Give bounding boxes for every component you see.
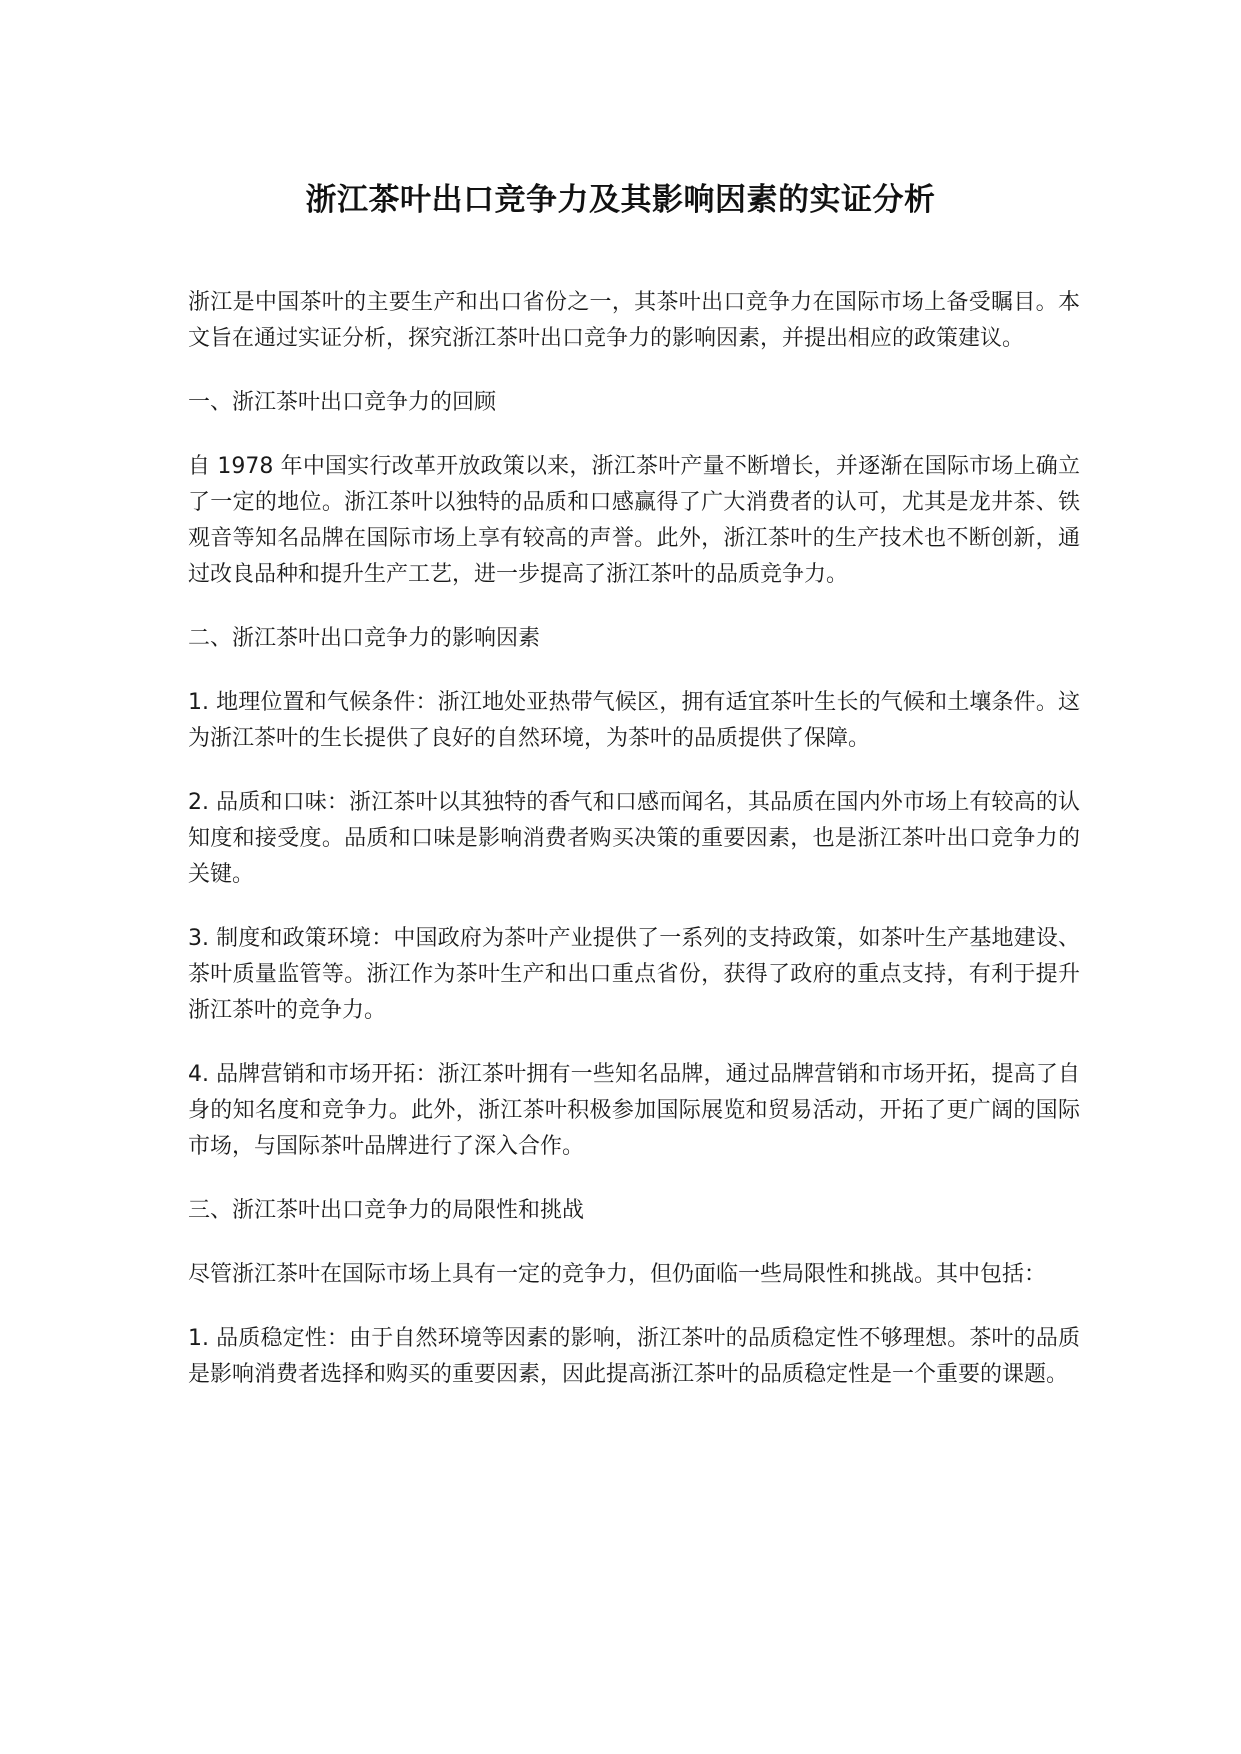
factor-item-1: 1. 地理位置和气候条件：浙江地处亚热带气候区，拥有适宜茶叶生长的气候和土壤条件。这为浙江茶叶的生长提供了良好的自然环境，为茶叶的品质提供了保障。: [188, 690, 1080, 751]
intro-paragraph: 浙江是中国茶叶的主要生产和出口省份之一，其茶叶出口竞争力在国际市场上备受瞩目。本文旨在通过实证分析，探究浙江茶叶出口竞争力的影响因素，并提出相应的政策建议。: [188, 290, 1080, 351]
section-heading-3: 三、浙江茶叶出口竞争力的局限性和挑战: [188, 1198, 585, 1223]
challenge-item-1: 1. 品质稳定性：由于自然环境等因素的影响，浙江茶叶的品质稳定性不够理想。茶叶的品质是影响消费者选择和购买的重要因素，因此提高浙江茶叶的品质稳定性是一个重要的课题。: [188, 1326, 1080, 1387]
section-heading-2: 二、浙江茶叶出口竞争力的影响因素: [188, 626, 541, 651]
section-1-paragraph: 自 1978 年中国实行改革开放政策以来，浙江茶叶产量不断增长，并逐渐在国际市场上确立了一定的地位。浙江茶叶以独特的品质和口感赢得了广大消费者的认可，尤其是龙井茶、铁观音等知名品牌在国际市场上享有较高的声誉。此外，浙江茶叶的生产技术也不断创新，通过改良品种和提升生产工艺，进一步提高了浙江茶叶的品质竞争力。: [188, 454, 1080, 587]
document-body: [188, 285, 1080, 1421]
section-3-paragraph: 尽管浙江茶叶在国际市场上具有一定的竞争力，但仍面临一些局限性和挑战。其中包括：: [188, 1262, 1047, 1287]
document-title: 浙江茶叶出口竞争力及其影响因素的实证分析: [305, 182, 936, 218]
section-heading-1: 一、浙江茶叶出口竞争力的回顾: [188, 390, 497, 415]
factor-item-4: 4. 品牌营销和市场开拓：浙江茶叶拥有一些知名品牌，通过品牌营销和市场开拓，提高了自身的知名度和竞争力。此外，浙江茶叶积极参加国际展览和贸易活动，开拓了更广阔的国际市场，与国际茶叶品牌进行了深入合作。: [188, 1062, 1080, 1159]
factor-item-3: 3. 制度和政策环境：中国政府为茶叶产业提供了一系列的支持政策，如茶叶生产基地建设、茶叶质量监管等。浙江作为茶叶生产和出口重点省份，获得了政府的重点支持，有利于提升浙江茶叶的竞争力。: [188, 926, 1080, 1023]
factor-item-2: 2. 品质和口味：浙江茶叶以其独特的香气和口感而闻名，其品质在国内外市场上有较高的认知度和接受度。品质和口味是影响消费者购买决策的重要因素，也是浙江茶叶出口竞争力的关键。: [188, 790, 1080, 887]
